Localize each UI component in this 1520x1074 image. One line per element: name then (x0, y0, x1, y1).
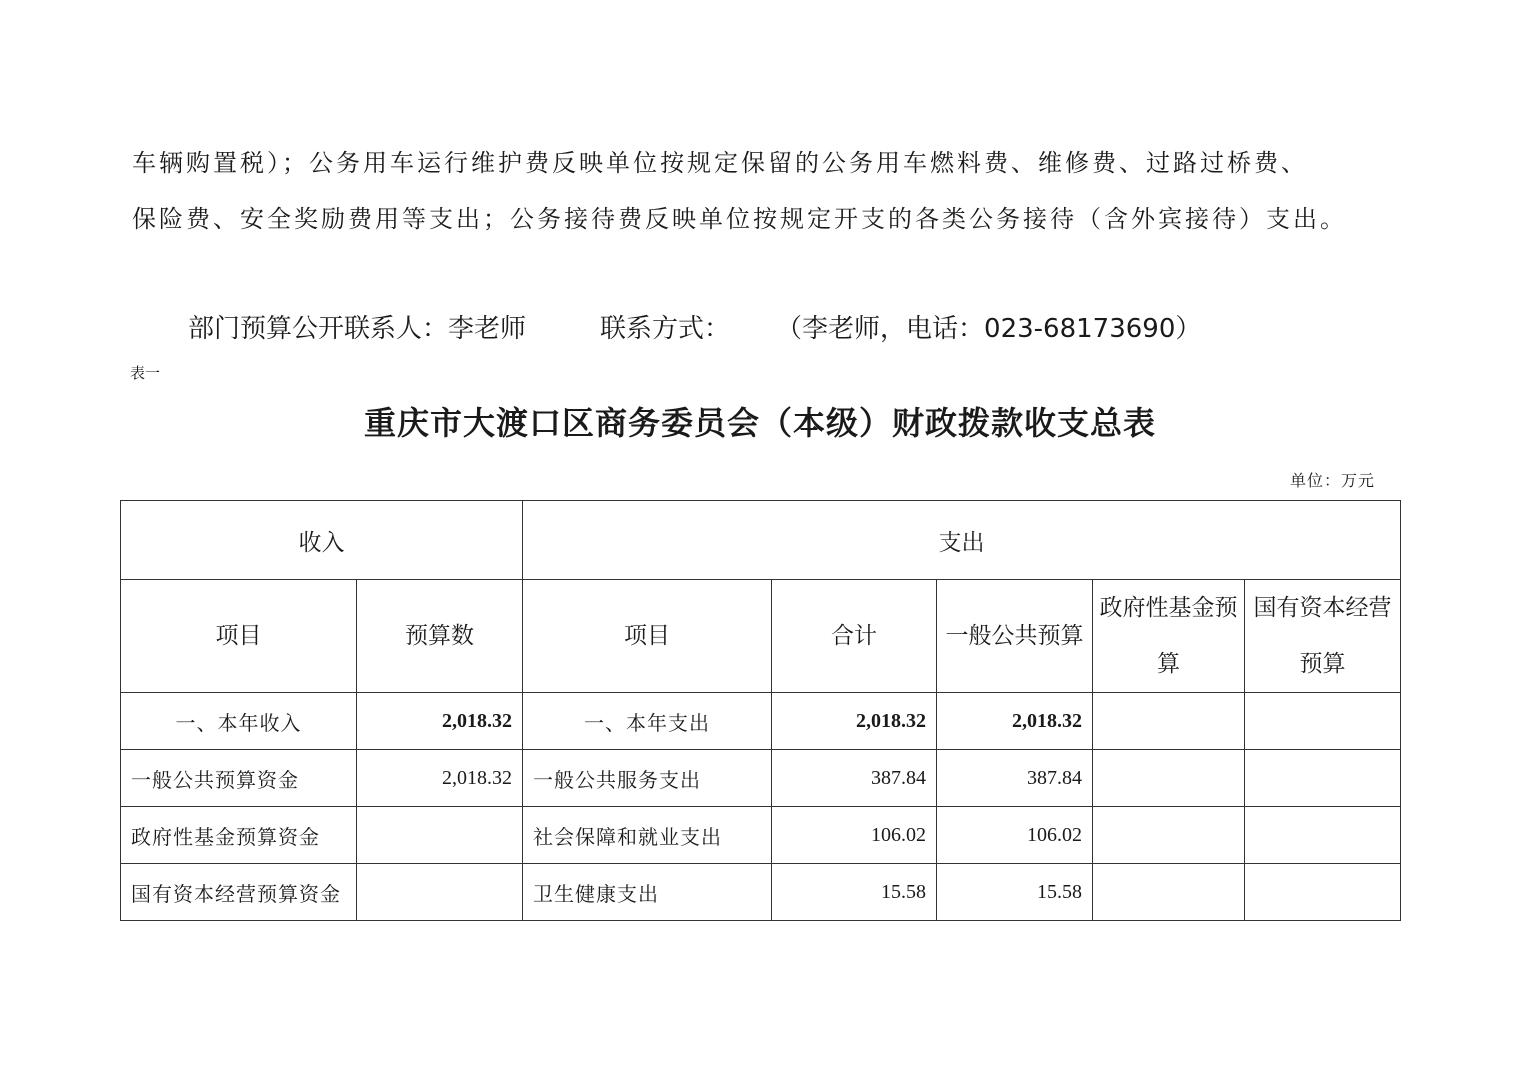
col-state-capital-budget: 国有资本经营预算 (1245, 580, 1401, 693)
header-income: 收入 (121, 501, 523, 580)
income-value: 2,018.32 (357, 693, 523, 750)
header-row-1 (121, 501, 1401, 580)
table-row (121, 693, 1401, 750)
paragraph-line-1: 车辆购置税）；公务用车运行维护费反映单位按规定保留的公务用车燃料费、维修费、过路过桥费、 (132, 149, 1308, 177)
expense-gov-fund (1093, 807, 1245, 864)
expense-gov-fund (1093, 750, 1245, 807)
expense-item: 社会保障和就业支出 (523, 807, 772, 864)
unit-label: 单位：万元 (1290, 471, 1376, 490)
expense-item: 一、本年支出 (523, 693, 772, 750)
expense-state-capital (1245, 693, 1401, 750)
paragraph-line-2: 保险费、安全奖励费用等支出；公务接待费反映单位按规定开支的各类公务接待（含外宾接待）支出。 (132, 205, 1347, 233)
col-income-item: 项目 (121, 580, 357, 693)
col-income-budget: 预算数 (357, 580, 523, 693)
expense-gov-fund (1093, 693, 1245, 750)
table-row (121, 750, 1401, 807)
table-row (121, 807, 1401, 864)
income-item: 国有资本经营预算资金 (121, 864, 357, 921)
contact-method-value: （李老师，电话：023-68173690） (776, 314, 1202, 344)
col-total: 合计 (772, 580, 937, 693)
col-general-budget: 一般公共预算 (937, 580, 1093, 693)
income-value (357, 864, 523, 921)
expense-total: 387.84 (772, 750, 937, 807)
expense-state-capital (1245, 750, 1401, 807)
col-expense-item: 项目 (523, 580, 772, 693)
contact-person: 部门预算公开联系人：李老师 (188, 314, 527, 344)
expense-general: 106.02 (937, 807, 1093, 864)
expense-total: 106.02 (772, 807, 937, 864)
expense-general: 15.58 (937, 864, 1093, 921)
expense-total: 2,018.32 (772, 693, 937, 750)
contact-method-label: 联系方式： (600, 314, 731, 344)
col-gov-fund-budget: 政府性基金预算 (1093, 580, 1245, 693)
income-item: 一、本年收入 (121, 693, 357, 750)
budget-summary-table (120, 500, 1401, 921)
table-row (121, 864, 1401, 921)
expense-gov-fund (1093, 864, 1245, 921)
expense-total: 15.58 (772, 864, 937, 921)
income-value: 2,018.32 (357, 750, 523, 807)
table-number: 表一 (130, 364, 161, 382)
income-item: 一般公共预算资金 (121, 750, 357, 807)
page-title: 重庆市大渡口区商务委员会（本级）财政拨款收支总表 (363, 404, 1156, 442)
contact-line (188, 308, 1201, 345)
expense-item: 一般公共服务支出 (523, 750, 772, 807)
expense-state-capital (1245, 807, 1401, 864)
header-expense: 支出 (523, 501, 1401, 580)
expense-state-capital (1245, 864, 1401, 921)
income-item: 政府性基金预算资金 (121, 807, 357, 864)
expense-general: 2,018.32 (937, 693, 1093, 750)
income-value (357, 807, 523, 864)
header-row-2 (121, 580, 1401, 693)
expense-general: 387.84 (937, 750, 1093, 807)
expense-item: 卫生健康支出 (523, 864, 772, 921)
